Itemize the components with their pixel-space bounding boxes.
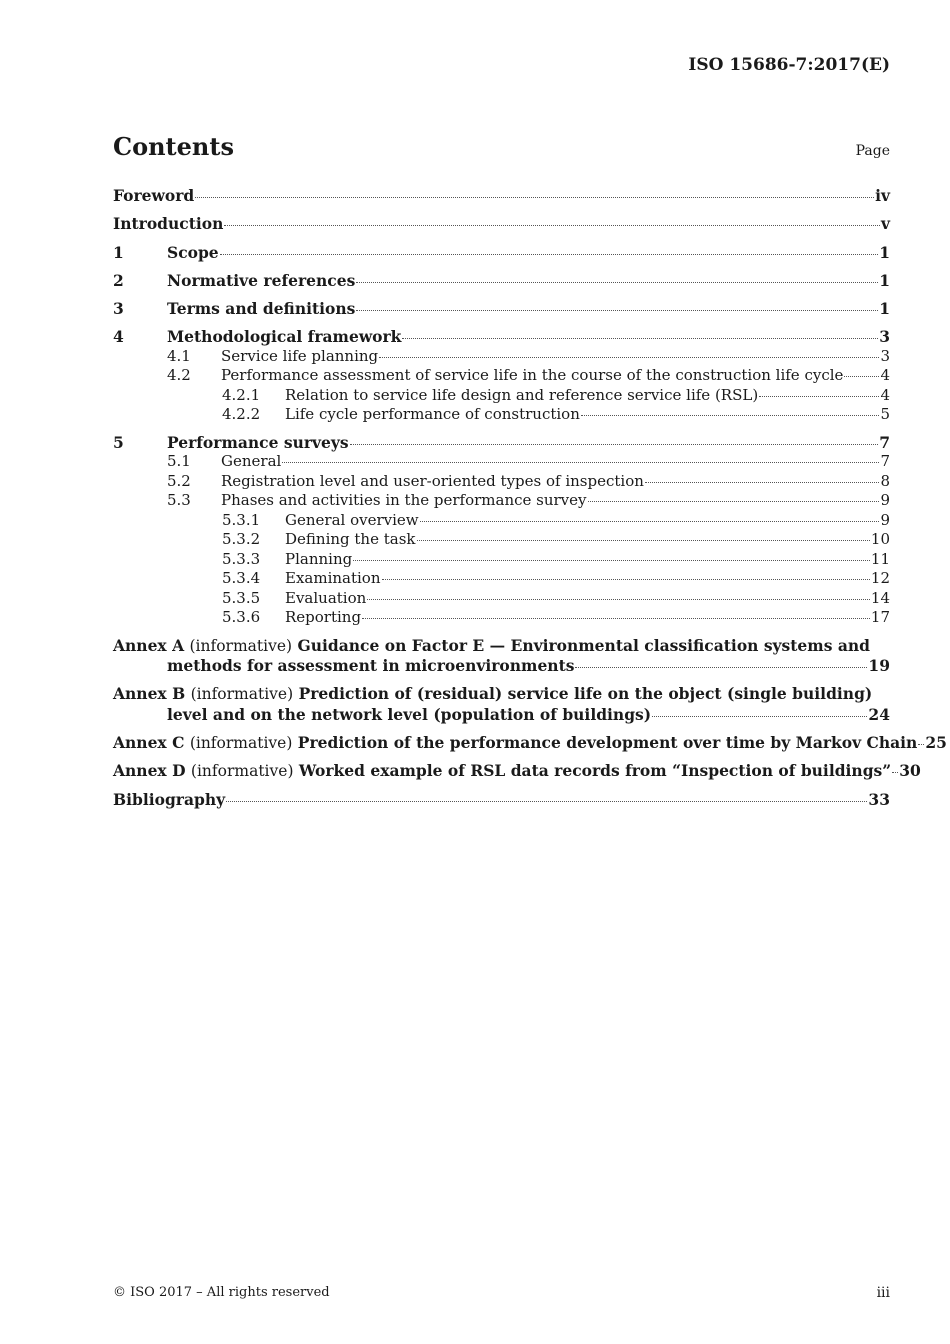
annex-head-line: [113, 684, 890, 705]
toc-entry-5-3-1[interactable]: [113, 511, 890, 531]
toc-number: 4.2: [167, 366, 191, 385]
toc-number: 2: [113, 270, 124, 290]
toc-entry-4-2-1[interactable]: [113, 386, 890, 406]
toc-page: 17: [870, 608, 890, 627]
leader-dots: [382, 579, 870, 580]
toc-title: Performance assessment of service life in the course of the construction life cycle: [221, 366, 844, 385]
toc-title: Evaluation: [285, 588, 367, 607]
annex-informative: (informative): [189, 636, 293, 655]
leader-dots: [220, 254, 879, 255]
toc-title: Foreword: [113, 186, 195, 205]
leader-dots: [420, 521, 880, 522]
toc-number: 5.3.1: [222, 510, 261, 529]
toc-page: 33: [868, 789, 890, 809]
toc-number: 5.2: [167, 471, 191, 490]
leader-dots: [356, 282, 878, 283]
toc-page: 5: [880, 405, 890, 424]
toc-entry-methodological-framework[interactable]: [113, 327, 890, 347]
toc-title: Methodological framework: [167, 327, 402, 347]
toc-entry-5-3-6[interactable]: [113, 608, 890, 636]
annex-title-line2: level and on the network level (population of buildings): [167, 704, 652, 724]
toc-number: 5.3.3: [222, 549, 261, 568]
toc-number: 4.1: [167, 346, 191, 365]
toc-title: Reporting: [285, 608, 362, 627]
annex-title: Worked example of RSL data records from “Inspection of buildings”: [298, 761, 892, 781]
toc-title: Normative references: [167, 270, 356, 290]
toc-title: Bibliography: [113, 789, 226, 809]
toc-page: iv: [875, 186, 890, 205]
toc-page: 24: [868, 704, 890, 724]
toc-entry-4-2-2[interactable]: [113, 405, 890, 433]
annex-title-line1: Guidance on Factor E — Environmental classification systems and: [297, 635, 870, 655]
toc-entry-foreword[interactable]: [113, 186, 890, 214]
toc-page: 25: [925, 732, 947, 752]
toc-page: 4: [880, 385, 890, 404]
toc-title: Scope: [167, 242, 219, 262]
leader-dots: [652, 716, 867, 717]
toc-page: 3: [879, 327, 890, 347]
document-id: ISO 15686-7:2017(E): [688, 55, 890, 75]
leader-dots: [844, 376, 879, 377]
annex-title: Prediction of the performance development over time by Markov Chain: [297, 732, 918, 752]
toc-entry-5-3-3[interactable]: [113, 550, 890, 570]
toc-page: 14: [870, 588, 890, 607]
leader-dots: [282, 462, 879, 463]
toc-number: 5: [113, 432, 124, 452]
toc-title: Defining the task: [285, 530, 416, 549]
toc-title: General: [221, 452, 282, 471]
toc-entry-annex-a[interactable]: [113, 636, 890, 676]
toc-title: Registration level and user-oriented types of inspection: [221, 471, 644, 490]
leader-dots: [379, 357, 879, 358]
annex-label: Annex C: [113, 732, 185, 752]
toc-number: 5.1: [167, 452, 191, 471]
leader-dots: [588, 501, 880, 502]
annex-informative: (informative): [189, 733, 293, 752]
annex-label: Annex A: [113, 635, 185, 655]
toc-number: 5.3.5: [222, 588, 261, 607]
toc-entry-introduction[interactable]: [113, 214, 890, 242]
toc-title: Phases and activities in the performance survey: [221, 491, 587, 510]
toc-number: 1: [113, 242, 124, 262]
annex-cont-line: [113, 705, 890, 725]
leader-dots: [224, 225, 880, 226]
toc-page: 19: [868, 656, 890, 676]
contents-title: Contents: [113, 132, 234, 161]
toc-page: 11: [870, 549, 890, 568]
leader-dots: [581, 415, 880, 416]
footer-page-number: iii: [876, 1285, 890, 1301]
toc-page: 1: [879, 299, 890, 319]
annex-label: Annex D: [113, 761, 186, 781]
toc-page: 3: [880, 346, 890, 365]
toc-page: 7: [879, 432, 890, 452]
toc-entry-terms-definitions[interactable]: [113, 299, 890, 327]
annex-title-line2: methods for assessment in microenvironments: [167, 656, 575, 676]
toc-page: 10: [870, 530, 890, 549]
leader-dots: [367, 599, 870, 600]
toc-page: v: [880, 214, 890, 234]
toc-number: 5.3.2: [222, 530, 261, 549]
leader-dots: [353, 560, 870, 561]
leader-dots: [350, 444, 879, 445]
leader-dots: [402, 338, 878, 339]
leader-dots: [759, 396, 879, 397]
toc-entry-5-3-2[interactable]: [113, 530, 890, 550]
toc-entry-5-2[interactable]: [113, 472, 890, 492]
page-column-label: Page: [855, 143, 890, 159]
leader-dots: [362, 618, 870, 619]
toc-title: Planning: [285, 549, 353, 568]
toc-entry-4-1[interactable]: [113, 347, 890, 367]
toc-number: 3: [113, 299, 124, 319]
annex-informative: (informative): [190, 685, 294, 704]
leader-dots: [195, 197, 874, 198]
toc-title: Terms and definitions: [167, 299, 356, 319]
annex-informative: (informative): [190, 762, 294, 781]
toc-entry-scope[interactable]: [113, 243, 890, 271]
toc-page: 30: [899, 761, 921, 781]
toc-entry-normative-references[interactable]: [113, 271, 890, 299]
toc-title: Performance surveys: [167, 432, 349, 452]
toc-entry-annex-d[interactable]: [113, 761, 921, 789]
leader-dots: [356, 310, 878, 311]
toc-title: Introduction: [113, 214, 224, 234]
toc-number: 5.3.6: [222, 608, 261, 627]
leader-dots: [226, 801, 867, 802]
toc-entry-annex-b[interactable]: [113, 684, 890, 724]
toc-entry-5-3-4[interactable]: [113, 569, 890, 589]
toc-title: Life cycle performance of construction: [285, 405, 580, 424]
toc-title: Examination: [285, 569, 381, 588]
toc-entry-5-3[interactable]: [113, 491, 890, 511]
annex-title-line1: Prediction of (residual) service life on the object (single building): [298, 684, 873, 704]
annex-head-line: [113, 636, 890, 657]
table-of-contents: [113, 186, 947, 818]
leader-dots: [918, 744, 924, 745]
annex-cont-line: [113, 656, 890, 676]
toc-number: 5.3: [167, 491, 191, 510]
toc-page: 7: [880, 452, 890, 471]
toc-number: 4.2.1: [222, 385, 261, 404]
toc-entry-bibliography[interactable]: [113, 790, 890, 818]
toc-page: 8: [880, 471, 890, 490]
toc-title: Service life planning: [221, 346, 379, 365]
toc-number: 4.2.2: [222, 405, 261, 424]
toc-number: 5.3.4: [222, 569, 261, 588]
toc-page: 1: [879, 270, 890, 290]
toc-entry-performance-surveys[interactable]: [113, 433, 890, 453]
leader-dots: [645, 482, 880, 483]
toc-entry-5-3-5[interactable]: [113, 589, 890, 609]
toc-title: General overview: [285, 510, 419, 529]
toc-entry-4-2[interactable]: [113, 366, 890, 386]
leader-dots: [892, 772, 898, 773]
toc-page: 9: [880, 491, 890, 510]
toc-page: 4: [880, 366, 890, 385]
toc-page: 9: [880, 510, 890, 529]
toc-title: Relation to service life design and reference service life (RSL): [285, 385, 759, 404]
leader-dots: [417, 540, 870, 541]
toc-entry-5-1[interactable]: [113, 452, 890, 472]
toc-number: 4: [113, 327, 124, 347]
leader-dots: [575, 667, 867, 668]
toc-entry-annex-c[interactable]: [113, 732, 947, 761]
toc-page: 12: [870, 569, 890, 588]
annex-label: Annex B: [113, 684, 186, 704]
footer-copyright: © ISO 2017 – All rights reserved: [113, 1285, 330, 1300]
toc-page: 1: [879, 242, 890, 262]
